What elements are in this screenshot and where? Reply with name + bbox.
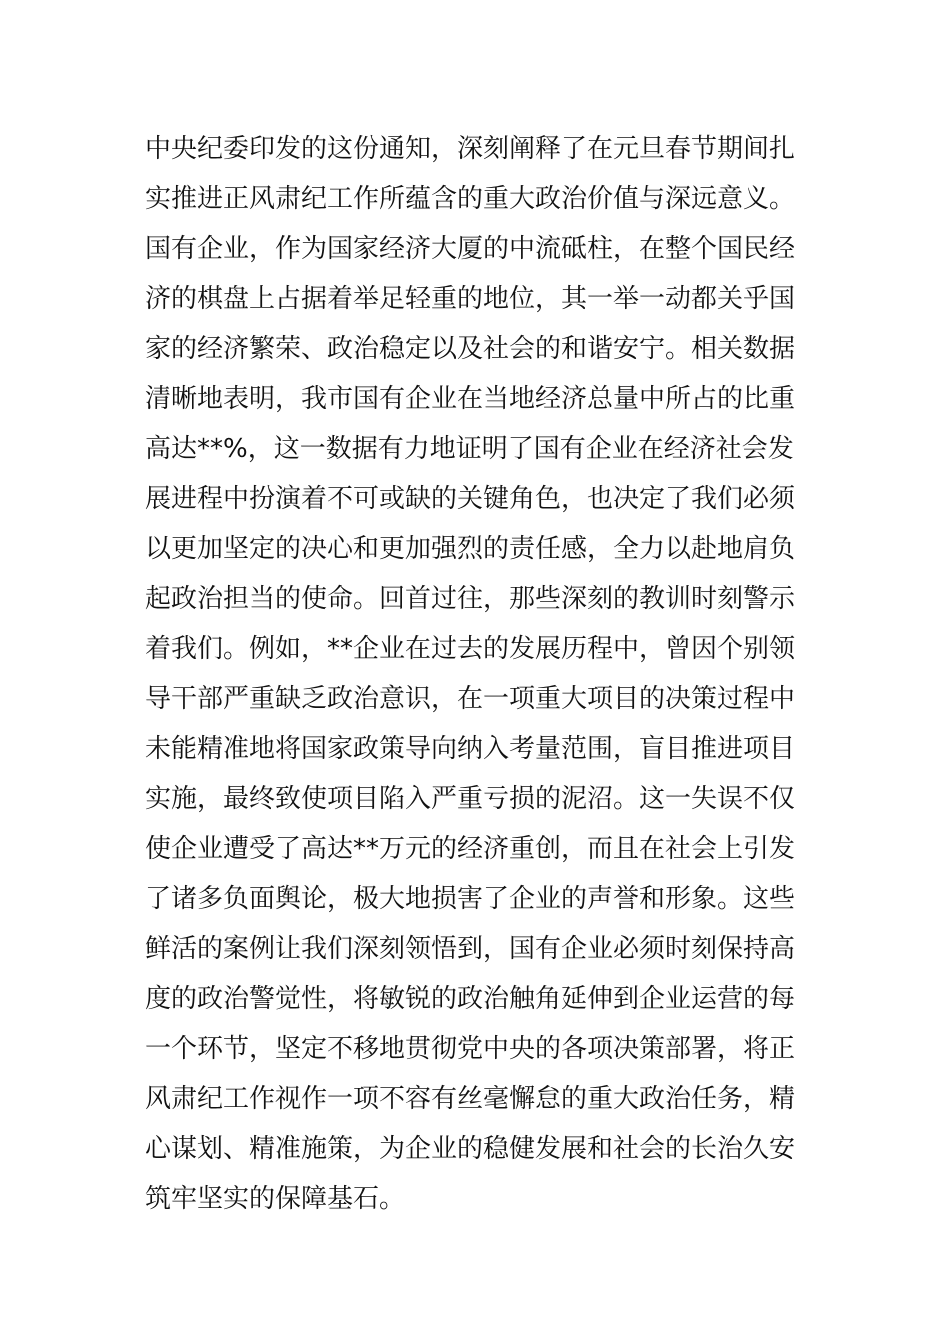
text-line: 中央纪委印发的这份通知，深刻阐释了在元旦春节期间扎 [145,134,796,164]
text-line: 筑牢坚实的保障基石。 [145,1184,406,1214]
body-paragraph [145,124,825,1224]
text-line: 展进程中扮演着不可或缺的关键角色，也决定了我们必须 [145,484,796,514]
text-line: 实推进正风肃纪工作所蕴含的重大政治价值与深远意义。 [145,184,796,214]
text-line: 实施，最终致使项目陷入严重亏损的泥沼。这一失误不仅 [145,784,796,814]
text-line: 高达**%，这一数据有力地证明了国有企业在经济社会发 [145,434,794,464]
text-line: 鲜活的案例让我们深刻领悟到，国有企业必须时刻保持高 [145,934,796,964]
text-line: 起政治担当的使命。回首过往，那些深刻的教训时刻警示 [145,584,796,614]
text-line: 国有企业，作为国家经济大厦的中流砥柱，在整个国民经 [145,234,796,264]
text-line: 了诸多负面舆论，极大地损害了企业的声誉和形象。这些 [145,884,796,914]
text-line: 清晰地表明，我市国有企业在当地经济总量中所占的比重 [145,384,796,414]
text-line: 使企业遭受了高达**万元的经济重创，而且在社会上引发 [145,834,796,864]
text-line: 导干部严重缺乏政治意识，在一项重大项目的决策过程中 [145,684,796,714]
text-line: 以更加坚定的决心和更加强烈的责任感，全力以赴地肩负 [145,534,796,564]
text-line: 风肃纪工作视作一项不容有丝毫懈怠的重大政治任务，精 [145,1084,796,1114]
text-line: 济的棋盘上占据着举足轻重的地位，其一举一动都关乎国 [145,284,796,314]
text-line: 未能精准地将国家政策导向纳入考量范围，盲目推进项目 [145,734,796,764]
text-line: 心谋划、精准施策，为企业的稳健发展和社会的长治久安 [145,1134,796,1164]
text-line: 度的政治警觉性，将敏锐的政治触角延伸到企业运营的每 [145,984,796,1014]
text-line: 一个环节，坚定不移地贯彻党中央的各项决策部署，将正 [145,1034,796,1064]
text-line: 家的经济繁荣、政治稳定以及社会的和谐安宁。相关数据 [145,334,796,364]
text-line: 着我们。例如，**企业在过去的发展历程中，曾因个别领 [145,634,796,664]
